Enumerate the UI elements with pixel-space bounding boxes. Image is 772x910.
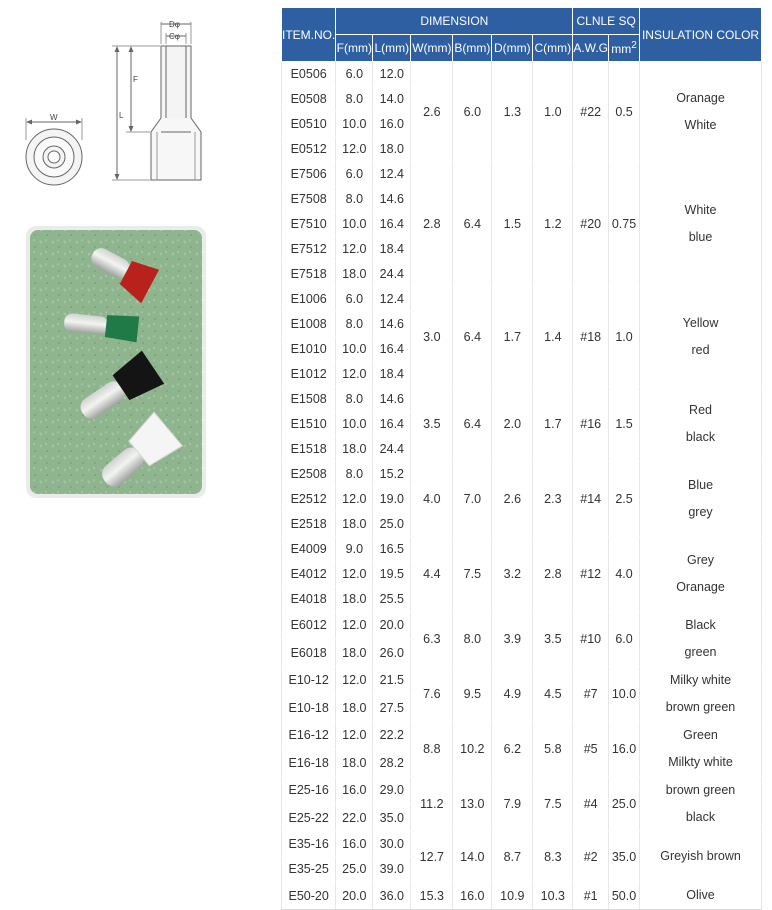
f-cell: 8.0 <box>336 87 373 112</box>
l-cell: 18.4 <box>373 362 411 387</box>
d-cell: 4.9 <box>492 667 533 722</box>
d-cell: 2.0 <box>492 387 533 462</box>
awg-cell: #14 <box>573 462 609 537</box>
w-cell: 4.4 <box>411 537 453 612</box>
item-no-cell: E1008 <box>282 312 336 337</box>
l-cell: 14.6 <box>373 387 411 412</box>
awg-cell: #10 <box>573 612 609 667</box>
f-cell: 12.0 <box>336 612 373 640</box>
color-name: Green <box>683 728 718 742</box>
f-cell: 10.0 <box>336 412 373 437</box>
w-cell: 3.5 <box>411 387 453 462</box>
header-b: B(mm) <box>453 35 492 62</box>
item-no-cell: E1508 <box>282 387 336 412</box>
b-cell: 7.5 <box>453 537 492 612</box>
l-cell: 21.5 <box>373 667 411 695</box>
c-phi-label: Cφ <box>169 32 180 41</box>
header-c: C(mm) <box>533 35 573 62</box>
c-cell: 1.2 <box>533 162 573 287</box>
b-cell: 9.5 <box>453 667 492 722</box>
color-name: Blue <box>688 478 714 492</box>
d-cell: 3.2 <box>492 537 533 612</box>
awg-cell: #2 <box>573 832 609 882</box>
mm2-cell: 0.75 <box>609 162 640 287</box>
mm2-cell: 1.0 <box>609 287 640 387</box>
c-cell: 3.5 <box>533 612 573 667</box>
header-l: L(mm) <box>373 35 411 62</box>
item-no-cell: E2512 <box>282 487 336 512</box>
c-cell: 1.4 <box>533 287 573 387</box>
b-cell: 7.0 <box>453 462 492 537</box>
item-no-cell: E0506 <box>282 62 336 87</box>
color-name: red <box>691 342 710 357</box>
f-cell: 18.0 <box>336 512 373 537</box>
insulation-color-cell <box>640 387 762 462</box>
d-cell: 3.9 <box>492 612 533 667</box>
b-cell: 14.0 <box>453 832 492 882</box>
b-cell: 8.0 <box>453 612 492 667</box>
insulation-color-cell <box>640 287 762 387</box>
item-no-cell: E10-12 <box>282 667 336 695</box>
l-cell: 25.5 <box>373 587 411 612</box>
color-name: blue <box>688 230 713 244</box>
mm2-cell: 0.5 <box>609 62 640 162</box>
l-cell: 25.0 <box>373 512 411 537</box>
item-no-cell: E4018 <box>282 587 336 612</box>
header-mm2 <box>609 35 640 62</box>
ferrule-technical-drawing <box>0 0 270 200</box>
table-row <box>282 612 762 640</box>
l-cell: 27.5 <box>373 694 411 722</box>
item-no-cell: E1010 <box>282 337 336 362</box>
table-row <box>282 62 762 87</box>
w-cell: 8.8 <box>411 722 453 777</box>
color-name: Black <box>685 618 716 632</box>
item-no-cell: E6012 <box>282 612 336 640</box>
table-row <box>282 387 762 412</box>
f-cell: 8.0 <box>336 387 373 412</box>
f-cell: 12.0 <box>336 667 373 695</box>
color-name: Greyish brown <box>660 849 741 863</box>
table-row <box>282 287 762 312</box>
f-cell: 6.0 <box>336 62 373 87</box>
w-cell: 4.0 <box>411 462 453 537</box>
awg-cell: #7 <box>573 667 609 722</box>
color-name: Olive <box>686 888 715 902</box>
table-row <box>282 832 762 857</box>
f-cell: 12.0 <box>336 362 373 387</box>
insulation-color-cell <box>640 722 762 777</box>
table-row <box>282 667 762 695</box>
item-no-cell: E2518 <box>282 512 336 537</box>
f-cell: 8.0 <box>336 312 373 337</box>
table-row <box>282 537 762 562</box>
header-mm-text: mm <box>611 42 632 56</box>
b-cell: 16.0 <box>453 882 492 910</box>
f-cell: 18.0 <box>336 694 373 722</box>
w-cell: 2.8 <box>411 162 453 287</box>
table-row <box>282 722 762 750</box>
l-cell: 16.4 <box>373 337 411 362</box>
item-no-cell: E16-12 <box>282 722 336 750</box>
d-cell: 6.2 <box>492 722 533 777</box>
table-row <box>282 882 762 910</box>
item-no-cell: E35-25 <box>282 857 336 882</box>
f-cell: 18.0 <box>336 587 373 612</box>
item-no-cell: E35-16 <box>282 832 336 857</box>
f-cell: 10.0 <box>336 112 373 137</box>
item-no-cell: E0508 <box>282 87 336 112</box>
color-name: White <box>684 203 717 217</box>
awg-cell: #12 <box>573 537 609 612</box>
c-cell: 4.5 <box>533 667 573 722</box>
w-cell: 3.0 <box>411 287 453 387</box>
f-cell: 18.0 <box>336 639 373 667</box>
f-cell: 16.0 <box>336 777 373 805</box>
insulation-color-cell <box>640 612 762 667</box>
c-cell: 8.3 <box>533 832 573 882</box>
mm2-cell: 25.0 <box>609 777 640 832</box>
awg-cell: #18 <box>573 287 609 387</box>
f-cell: 12.0 <box>336 722 373 750</box>
mm2-cell: 2.5 <box>609 462 640 537</box>
w-label: W <box>50 113 58 122</box>
insulation-color-cell <box>640 882 762 910</box>
f-cell: 18.0 <box>336 749 373 777</box>
color-name: Oranage <box>676 90 725 105</box>
item-no-cell: E50-20 <box>282 882 336 910</box>
color-name: Oranage <box>676 580 725 594</box>
header-cable-sq: CLNLE SQ <box>573 8 640 35</box>
header-awg: A.W.G <box>573 35 609 62</box>
l-cell: 16.4 <box>373 412 411 437</box>
f-cell: 6.0 <box>336 162 373 187</box>
item-no-cell: E0512 <box>282 137 336 162</box>
l-cell: 16.4 <box>373 212 411 237</box>
item-no-cell: E1518 <box>282 437 336 462</box>
color-name: brown green <box>665 700 736 714</box>
mm2-cell: 16.0 <box>609 722 640 777</box>
f-cell: 25.0 <box>336 857 373 882</box>
color-name: black <box>685 810 716 824</box>
w-cell: 11.2 <box>411 777 453 832</box>
b-cell: 10.2 <box>453 722 492 777</box>
c-cell: 7.5 <box>533 777 573 832</box>
d-cell: 8.7 <box>492 832 533 882</box>
header-f: F(mm) <box>336 35 373 62</box>
l-cell: 18.4 <box>373 237 411 262</box>
item-no-cell: E1012 <box>282 362 336 387</box>
f-cell: 12.0 <box>336 487 373 512</box>
f-cell: 12.0 <box>336 137 373 162</box>
color-name: black <box>685 430 716 444</box>
insulation-color-cell <box>640 832 762 882</box>
l-cell: 24.4 <box>373 262 411 287</box>
insulation-color-cell <box>640 162 762 287</box>
b-cell: 6.0 <box>453 62 492 162</box>
awg-cell: #1 <box>573 882 609 910</box>
table-row <box>282 162 762 187</box>
ferrule-product-photo <box>26 226 206 498</box>
f-cell: 18.0 <box>336 437 373 462</box>
header-dimension: DIMENSION <box>336 8 573 35</box>
awg-cell: #22 <box>573 62 609 162</box>
color-name: Red <box>689 403 712 417</box>
l-cell: 16.0 <box>373 112 411 137</box>
item-no-cell: E7518 <box>282 262 336 287</box>
f-cell: 20.0 <box>336 882 373 910</box>
l-cell: 39.0 <box>373 857 411 882</box>
color-name: Milkty white <box>668 755 733 769</box>
c-cell: 5.8 <box>533 722 573 777</box>
awg-cell: #4 <box>573 777 609 832</box>
table-row <box>282 462 762 487</box>
l-cell: 12.0 <box>373 62 411 87</box>
item-no-cell: E25-16 <box>282 777 336 805</box>
l-cell: 28.2 <box>373 749 411 777</box>
header-insulation-color: INSULATION COLOR <box>640 8 762 62</box>
l-cell: 14.6 <box>373 312 411 337</box>
insulation-color-cell <box>640 462 762 537</box>
color-name: Grey <box>686 553 715 567</box>
c-cell: 2.8 <box>533 537 573 612</box>
f-cell: 8.0 <box>336 462 373 487</box>
awg-cell: #20 <box>573 162 609 287</box>
c-cell: 10.3 <box>533 882 573 910</box>
l-cell: 30.0 <box>373 832 411 857</box>
mm2-cell: 35.0 <box>609 832 640 882</box>
w-cell: 2.6 <box>411 62 453 162</box>
item-no-cell: E4009 <box>282 537 336 562</box>
f-cell: 22.0 <box>336 804 373 832</box>
item-no-cell: E10-18 <box>282 694 336 722</box>
header-d: D(mm) <box>492 35 533 62</box>
item-no-cell: E1006 <box>282 287 336 312</box>
f-cell: 10.0 <box>336 212 373 237</box>
l-cell: 15.2 <box>373 462 411 487</box>
w-cell: 12.7 <box>411 832 453 882</box>
awg-cell: #16 <box>573 387 609 462</box>
b-cell: 13.0 <box>453 777 492 832</box>
b-cell: 6.4 <box>453 287 492 387</box>
color-name: brown green <box>665 783 736 797</box>
insulation-color-cell <box>640 667 762 722</box>
f-cell: 6.0 <box>336 287 373 312</box>
l-cell: 12.4 <box>373 287 411 312</box>
item-no-cell: E7506 <box>282 162 336 187</box>
l-cell: 26.0 <box>373 639 411 667</box>
item-no-cell: E4012 <box>282 562 336 587</box>
d-phi-label: Dφ <box>169 20 180 29</box>
spec-table-body <box>282 62 762 910</box>
l-cell: 36.0 <box>373 882 411 910</box>
w-cell: 7.6 <box>411 667 453 722</box>
f-cell: 10.0 <box>336 337 373 362</box>
color-name: green <box>684 645 717 659</box>
header-item-no: ITEM.NO. <box>282 8 336 62</box>
f-cell: 18.0 <box>336 262 373 287</box>
item-no-cell: E7508 <box>282 187 336 212</box>
l-cell: 20.0 <box>373 612 411 640</box>
mm2-cell: 10.0 <box>609 667 640 722</box>
l-cell: 19.0 <box>373 487 411 512</box>
ferrule-spec-table <box>281 7 762 910</box>
item-no-cell: E25-22 <box>282 804 336 832</box>
f-label: F <box>133 75 138 84</box>
header-w: W(mm) <box>411 35 453 62</box>
mm2-cell: 4.0 <box>609 537 640 612</box>
color-name: grey <box>688 505 713 519</box>
l-cell: 12.4 <box>373 162 411 187</box>
l-cell: 29.0 <box>373 777 411 805</box>
w-cell: 15.3 <box>411 882 453 910</box>
mm2-cell: 1.5 <box>609 387 640 462</box>
item-no-cell: E7510 <box>282 212 336 237</box>
color-name: White <box>684 117 717 132</box>
header-mm-superscript: 2 <box>631 40 637 51</box>
f-cell: 8.0 <box>336 187 373 212</box>
item-no-cell: E6018 <box>282 639 336 667</box>
insulation-color-cell <box>640 777 762 832</box>
l-cell: 16.5 <box>373 537 411 562</box>
item-no-cell: E1510 <box>282 412 336 437</box>
d-cell: 1.3 <box>492 62 533 162</box>
mm2-cell: 50.0 <box>609 882 640 910</box>
l-cell: 35.0 <box>373 804 411 832</box>
awg-cell: #5 <box>573 722 609 777</box>
b-cell: 6.4 <box>453 387 492 462</box>
item-no-cell: E0510 <box>282 112 336 137</box>
d-cell: 1.5 <box>492 162 533 287</box>
f-cell: 9.0 <box>336 537 373 562</box>
l-cell: 18.0 <box>373 137 411 162</box>
l-label: L <box>119 111 124 120</box>
w-cell: 6.3 <box>411 612 453 667</box>
insulation-color-cell <box>640 62 762 162</box>
item-no-cell: E2508 <box>282 462 336 487</box>
f-cell: 12.0 <box>336 237 373 262</box>
f-cell: 12.0 <box>336 562 373 587</box>
d-cell: 7.9 <box>492 777 533 832</box>
l-cell: 19.5 <box>373 562 411 587</box>
d-cell: 10.9 <box>492 882 533 910</box>
c-cell: 2.3 <box>533 462 573 537</box>
mm2-cell: 6.0 <box>609 612 640 667</box>
c-cell: 1.0 <box>533 62 573 162</box>
l-cell: 14.0 <box>373 87 411 112</box>
item-no-cell: E16-18 <box>282 749 336 777</box>
l-cell: 22.2 <box>373 722 411 750</box>
b-cell: 6.4 <box>453 162 492 287</box>
insulation-color-cell <box>640 537 762 612</box>
l-cell: 24.4 <box>373 437 411 462</box>
color-name: Yellow <box>682 315 719 330</box>
table-row <box>282 777 762 805</box>
d-cell: 1.7 <box>492 287 533 387</box>
d-cell: 2.6 <box>492 462 533 537</box>
color-name: Milky white <box>669 673 732 687</box>
f-cell: 16.0 <box>336 832 373 857</box>
item-no-cell: E7512 <box>282 237 336 262</box>
c-cell: 1.7 <box>533 387 573 462</box>
l-cell: 14.6 <box>373 187 411 212</box>
